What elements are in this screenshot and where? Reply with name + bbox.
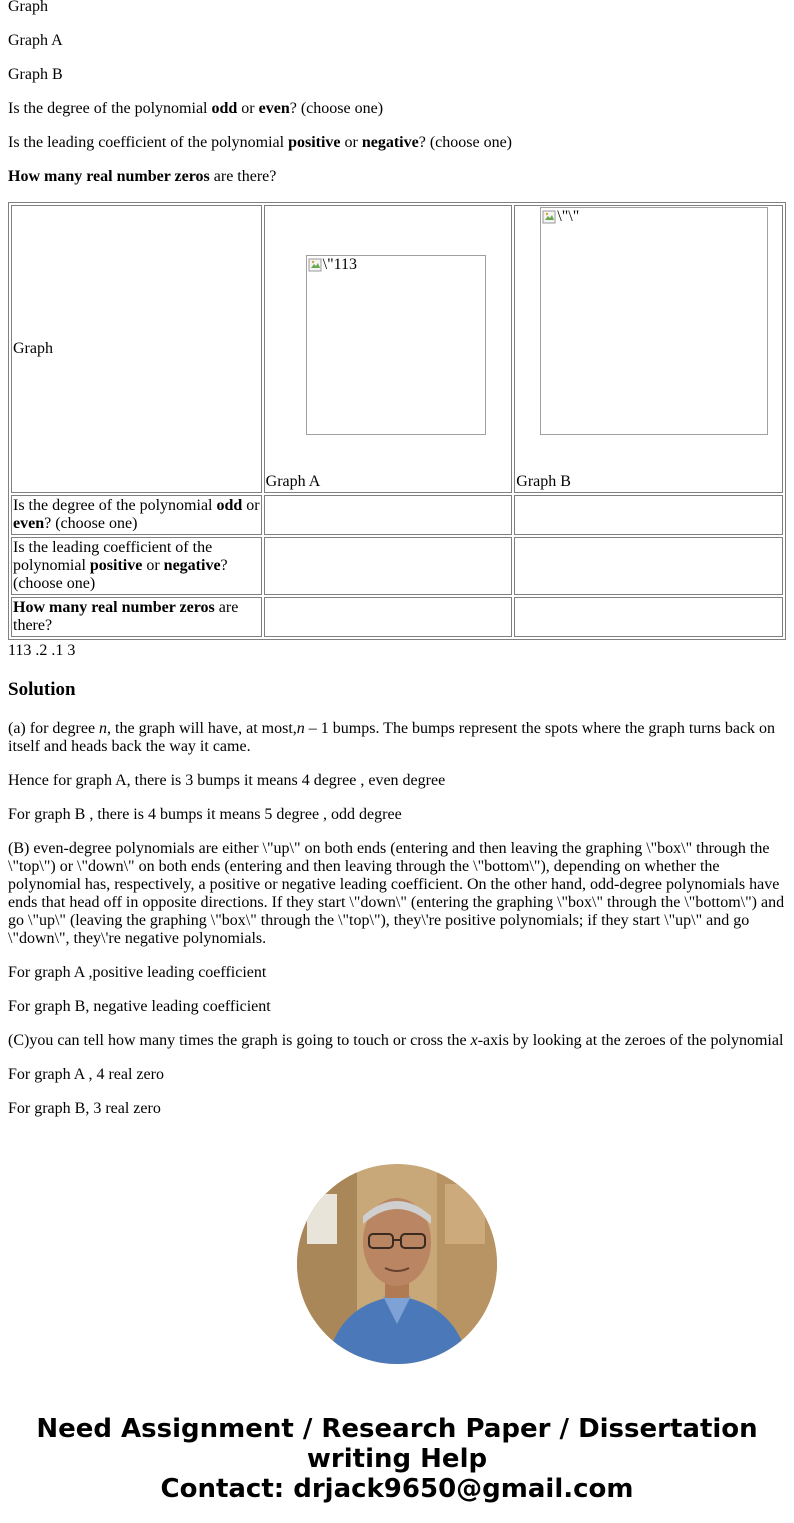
table-cell-empty bbox=[264, 597, 513, 637]
graph-b-caption: Graph B bbox=[516, 473, 571, 490]
line-graph: Graph bbox=[8, 0, 48, 15]
broken-image-icon bbox=[308, 258, 322, 272]
table-row bbox=[11, 537, 783, 595]
table-row bbox=[11, 597, 783, 637]
solution-graph-a-degree: Hence for graph A, there is 3 bumps it means 4 degree , even degree bbox=[8, 772, 446, 789]
avatar-portrait bbox=[297, 1164, 497, 1364]
answer-line: 113 .2 .1 3 bbox=[8, 642, 76, 659]
question-table bbox=[8, 202, 786, 640]
table-cell-question-degree: Is the degree of the polynomial odd or even? (choose one) bbox=[11, 495, 262, 535]
solution-graph-a-coefficient: For graph A ,positive leading coefficient bbox=[8, 964, 267, 981]
table-cell-graph-a bbox=[264, 205, 513, 493]
solution-graph-b-coefficient: For graph B, negative leading coefficient bbox=[8, 998, 271, 1015]
banner-contact: Contact: drjack9650@gmail.com bbox=[160, 1474, 634, 1504]
solution-part-c: (C)you can tell how many times the graph is going to touch or cross the x-axis by looking at the zeroes of the polynomial bbox=[8, 1032, 784, 1049]
solution-graph-b-degree: For graph B , there is 4 bumps it means 5 degree , odd degree bbox=[8, 806, 402, 823]
question-coefficient: Is the leading coefficient of the polynomial positive or negative? (choose one) bbox=[8, 134, 513, 151]
avatar bbox=[297, 1164, 497, 1364]
solution-part-b: (B) even-degree polynomials are either \"up\" on both ends (entering and then leaving the graphing \"box\" through the \"top\") or \"down\" on both ends (entering and then leaving through the \"bottom\"), depending on whether the polynomial has, respectively, a positive or negative leading coefficient. On the other hand, odd-degree polynomials have ends that head off in opposite directions. If they start \"down\" (entering the graphing \"box\" through the \"bottom\") and go \"up\" (leaving the graphing \"box\" through the \"top\"), they\'re positive polynomials; if they start \"up\" and go \"down\", they\'re negative polynomials. bbox=[8, 840, 785, 947]
line-graph-a: Graph A bbox=[8, 32, 63, 49]
solution-graph-b-zeros: For graph B, 3 real zero bbox=[8, 1100, 161, 1117]
table-cell-empty bbox=[264, 537, 513, 595]
table-cell-graph-b bbox=[514, 205, 783, 493]
broken-image-icon bbox=[542, 210, 556, 224]
table-cell-empty bbox=[514, 597, 783, 637]
graph-a-caption: Graph A bbox=[265, 473, 321, 490]
question-zeros: How many real number zeros are there? bbox=[8, 168, 277, 185]
solution-part-a: (a) for degree n, the graph will have, at most,n – 1 bumps. The bumps represent the spots where the graph turns back on itself and heads back the way it came. bbox=[8, 720, 776, 755]
table-cell-question-coefficient: Is the leading coefficient of the polynomial positive or negative? (choose one) bbox=[11, 537, 262, 595]
graph-a-image: \"113 bbox=[306, 255, 486, 435]
table-cell-graph-label: Graph bbox=[11, 205, 262, 493]
solution-heading: Solution bbox=[8, 679, 76, 700]
banner-line: Need Assignment / Research Paper / Dissertation bbox=[36, 1414, 758, 1444]
table-row bbox=[11, 495, 783, 535]
table-cell-question-zeros: How many real number zeros are there? bbox=[11, 597, 262, 637]
table-cell-empty bbox=[514, 495, 783, 535]
question-degree: Is the degree of the polynomial odd or even? (choose one) bbox=[8, 100, 384, 117]
contact-banner bbox=[8, 1414, 786, 1504]
line-graph-b: Graph B bbox=[8, 66, 63, 83]
table-cell-empty bbox=[264, 495, 513, 535]
table-row bbox=[11, 205, 783, 493]
solution-graph-a-zeros: For graph A , 4 real zero bbox=[8, 1066, 164, 1083]
table-cell-empty bbox=[514, 537, 783, 595]
graph-b-image: \"\" bbox=[540, 207, 768, 435]
banner-line: writing Help bbox=[306, 1444, 488, 1474]
